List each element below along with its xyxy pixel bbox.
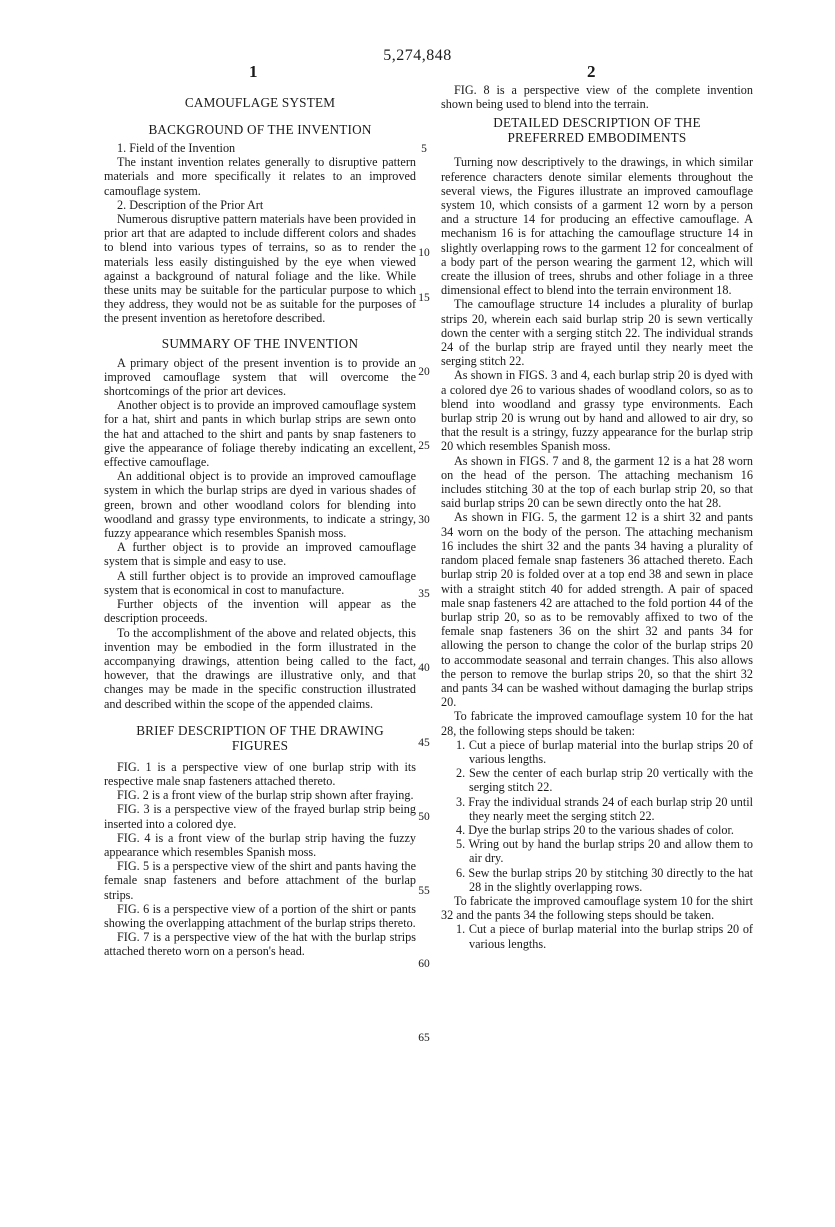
hat-step: 2. Sew the center of each burlap strip 20 vertically with the serging stitch 22. [456,766,753,795]
line-number: 30 [418,514,430,526]
prior-art-text: Numerous disruptive pattern materials have been provided in prior art that are adapted to include different colors and shades to blend into various types of terrains, so as to render the materials less easily distinguished by the eye when viewed against a background of natural foliage and the like. While these units may be suitable for the particular purpose to which they address, they would not be as suitable for the purposes of the present invention as heretofore described. [104,212,416,326]
detailed-paragraph: As shown in FIG. 5, the garment 12 is a shirt 32 and pants 34 worn on the body of the person. The attaching mechanism 16 includes the shirt 32 and the pants 34 having a plurality of random placed female snap fasteners 36 attached thereto. Each burlap strip 20 is folded over at a top end 38 and sewn in place with a straight stitch 40 for added strength. A pair of spaced male snap fasteners 42 are attached to the fold portion 44 of the burlap strip 20, so as to be removably affixed to two of the female snap fasteners 36 on the shirt 32 and pants 34 for allowing the person to change the color of the burlap strips 20 to accommodate seasonal and terrain changes. This also allows the person to remove the burlap strips 20, so that the shirt 32 and pants 34 can be washed without damaging the burlap strips 20. [441,510,753,710]
drawings-heading: BRIEF DESCRIPTION OF THE DRAWING FIGURES [136,722,384,753]
field-text: The instant invention relates generally to disruptive pattern materials and more specifically it relates to an improved camouflage system. [104,155,416,198]
figure-description: FIG. 3 is a perspective view of the frayed burlap strip being inserted into a colored dye. [104,802,416,831]
hat-step: 6. Sew the burlap strips 20 by stitching 30 directly to the hat 28 in the slightly overlapping rows. [456,865,753,894]
figure-description: FIG. 5 is a perspective view of the shirt and pants having the female snap fasteners and before attachment of the burlap strips. [104,859,416,902]
prior-art-heading: 2. Description of the Prior Art [117,197,264,212]
summary-paragraph: Further objects of the invention will appear as the description proceeds. [104,597,416,626]
shirt-step: 1. Cut a piece of burlap material into the burlap strips 20 of various lengths. [456,922,753,951]
summary-paragraph: A still further object is to provide an improved camouflage system that is economical in cost to manufacture. [104,568,416,597]
line-number: 10 [418,247,430,259]
hat-step: 5. Wring out by hand the burlap strips 20 and allow them to air dry. [456,837,753,866]
left-column-number: 1 [249,62,258,81]
line-number: 20 [418,366,430,378]
summary-paragraph: To the accomplishment of the above and related objects, this invention may be embodied in the form illustrated in the accompanying drawings, attention being called to the fact, however, that the drawings are illustrative only, and that changes may be made in the specific construction illustrated and described within the scope of the appended claims. [104,625,416,711]
line-number: 35 [418,588,430,600]
detailed-paragraph: As shown in FIGS. 3 and 4, each burlap strip 20 is dyed with a colored dye 26 to various shades of woodland colors, so as to blend into woodland and grassy type environments. Each burlap strip 20 is wrung out by hand and allowed to air dry, so that the result is a stringy, fuzzy appearance for the burlap strip 20 which resembles Spanish moss. [441,368,753,454]
summary-heading: SUMMARY OF THE INVENTION [161,335,359,351]
line-number: 15 [418,292,430,304]
detailed-paragraph: To fabricate the improved camouflage system 10 for the hat 28, the following steps should be taken: [441,709,753,738]
figure-description: FIG. 7 is a perspective view of the hat with the burlap strips attached thereto worn on a person's head. [104,930,416,959]
figure-description: FIG. 4 is a front view of the burlap strip having the fuzzy appearance which resembles Spanish moss. [104,830,416,859]
summary-paragraph: A further object is to provide an improved camouflage system that is simple and easy to use. [104,540,416,569]
line-number: 45 [418,737,430,749]
figure-description: FIG. 8 is a perspective view of the complete invention shown being used to blend into the terrain. [441,83,753,112]
figure-description: FIG. 1 is a perspective view of one burlap strip with its respective male snap fasteners attached thereto. [104,759,416,788]
detailed-paragraph: The camouflage structure 14 includes a plurality of burlap strips 20, wherein each said burlap strip 20 is sewn vertically down the center with a serging stitch 22. The individual strands 24 of the burlap strip are frayed until they nearly meet the serging stitch 22. [441,297,753,369]
summary-paragraph: An additional object is to provide an improved camouflage system in which the burlap strips are dyed in various shades of green, brown and other woodland colors for blending into woodland and grassy type environments, to indicate a stringy, fuzzy appearance which resembles Spanish moss. [104,469,416,541]
detailed-heading-line2: PREFERRED EMBODIMENTS [507,130,687,146]
right-column [441,83,753,951]
patent-number: 5,274,848 [383,47,452,64]
background-heading: BACKGROUND OF THE INVENTION [148,122,372,137]
field-heading: 1. Field of the Invention [117,141,236,155]
line-number: 65 [418,1032,430,1044]
line-number: 55 [418,885,430,897]
summary-paragraph: Another object is to provide an improved camouflage system for a hat, shirt and pants in which burlap strips are sewn onto the hat and attached to the shirt and pants by snap fasteners to give the appearance of foliage thereby indicating an excellent, effective camouflage. [104,398,416,470]
hat-step: 3. Fray the individual strands 24 of each burlap strip 20 until they nearly meet the serging stitch 22. [456,794,753,823]
line-number: 60 [418,958,430,970]
detailed-paragraph: As shown in FIGS. 7 and 8, the garment 12 is a hat 28 worn on the head of the person. The attaching mechanism 16 includes stitching 30 at the top of each burlap strip 20, so that said burlap strips 20 can be sewn directly onto the hat 28. [441,453,753,511]
shirt-intro: To fabricate the improved camouflage system 10 for the shirt 32 and the pants 34 the following steps should be taken. [441,893,753,923]
detailed-heading-line1: DETAILED DESCRIPTION OF THE [493,115,701,131]
detailed-paragraph: Turning now descriptively to the drawings, in which similar reference characters denote similar elements throughout the several views, the Figures illustrate an improved camouflage system 10, which consists of a garment 12 worn by a person and a structure 14 for producing an effective camouflage. A mechanism 16 is for attaching the camouflage structure 14 in slightly overlapping rows to the garment 12 for concealment of a body part of the person wearing the garment 12, which will create the illusion of trees, shrubs and other foliage in a three dimensional effect to blend into the terrain environment 18. [441,155,753,298]
line-number: 40 [418,662,430,674]
document-title: CAMOUFLAGE SYSTEM [184,95,336,110]
summary-paragraph: A primary object of the present invention is to provide an improved camouflage system that will overcome the shortcomings of the prior art devices. [104,355,416,399]
line-number: 5 [421,143,427,155]
line-number: 50 [418,811,430,823]
hat-step: 1. Cut a piece of burlap material into the burlap strips 20 of various lengths. [456,737,753,766]
hat-step: 4. Dye the burlap strips 20 to the various shades of color. [456,822,734,837]
right-column-number: 2 [587,62,596,81]
figure-description: FIG. 2 is a front view of the burlap strip shown after fraying. [117,788,414,803]
left-column [104,95,416,959]
figure-description: FIG. 6 is a perspective view of a portion of the shirt or pants showing the overlapping attachment of the burlap strips thereto. [104,901,416,930]
line-number: 25 [418,440,430,452]
